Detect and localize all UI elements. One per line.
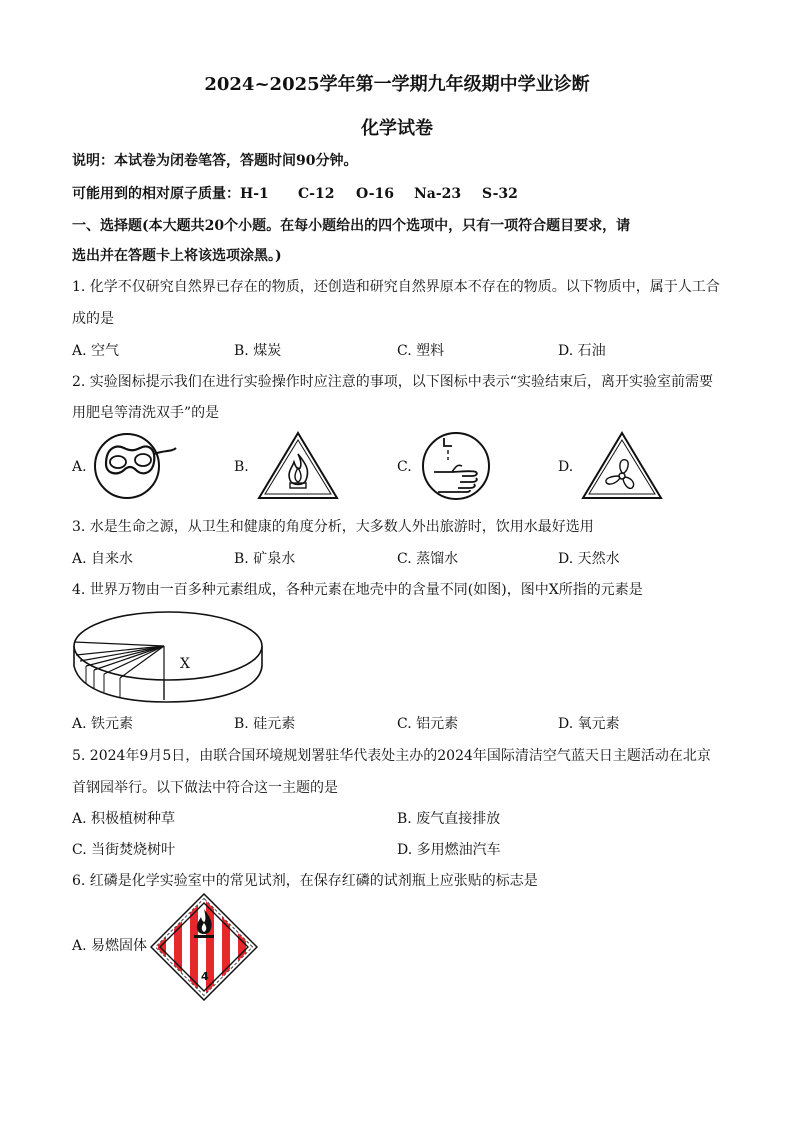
q2-option-b-letter: B. — [234, 459, 249, 475]
question-2-line1: 2. 实验图标提示我们在进行实验操作时应注意的事项，以下图标中表示“实验结束后，离开实验室前需要 — [72, 374, 713, 390]
atomic-mass-label: 可能用到的相对原子质量： — [72, 186, 240, 202]
q5-option-a: A. 积极植树种草 — [72, 811, 176, 827]
atomic-mass-line — [72, 183, 518, 203]
q5-option-d: D. 多用燃油汽车 — [397, 842, 501, 858]
question-3-line1: 3. 水是生命之源，从卫生和健康的角度分析，大多数人外出旅游时，饮用水最好选用 — [72, 519, 594, 535]
atomic-mass-s: S-32 — [482, 186, 518, 202]
exam-title: 2024~2025学年第一学期九年级期中学业诊断 — [204, 74, 590, 95]
question-1-line2: 成的是 — [72, 311, 114, 327]
question-2-line2: 用肥皂等清洗双手”的是 — [72, 405, 220, 421]
chart-x-label: X — [180, 656, 190, 672]
q3-option-a: A. 自来水 — [72, 551, 134, 567]
question-5-line2: 首钢园举行。以下做法中符合这一主题的是 — [72, 780, 338, 796]
q2-option-a-letter: A. — [72, 459, 87, 475]
question-5-line1: 5. 2024年9月5日，由联合国环境规划署驻华代表处主办的2024年国际清洁空气蓝天日主题活动在北京 — [72, 748, 711, 764]
atomic-mass-na: Na-23 — [414, 186, 462, 202]
q3-option-d: D. 天然水 — [558, 551, 620, 567]
q1-option-a: A. 空气 — [72, 343, 120, 359]
section-heading-line1: 一、选择题(本大题共20个小题。在每小题给出的四个选项中，只有一项符合题目要求，请 — [72, 218, 631, 234]
q3-option-c: C. 蒸馏水 — [397, 551, 459, 567]
question-1-line1: 1. 化学不仅研究自然界已存在的物质，还创造和研究自然界原本不存在的物质。以下物质中，属于人工合 — [72, 279, 720, 295]
question-4-line1: 4. 世界万物由一百多种元素组成，各种元素在地壳中的含量不同(如图)，图中X所指的元素是 — [72, 582, 643, 598]
atomic-mass-c: C-12 — [298, 186, 335, 202]
q4-option-a: A. 铁元素 — [72, 716, 134, 732]
q1-option-d: D. 石油 — [558, 343, 606, 359]
q1-option-c: C. 塑料 — [397, 343, 445, 359]
flame-warning-icon — [256, 430, 340, 500]
q4-option-c: C. 铝元素 — [397, 716, 459, 732]
q2-option-d-letter: D. — [558, 459, 574, 475]
q2-option-c-letter: C. — [397, 459, 412, 475]
section-heading-line2: 选出并在答题卡上将该选项涂黑。) — [72, 248, 282, 264]
goggles-icon — [94, 430, 178, 500]
fan-warning-icon — [580, 430, 664, 500]
hand-washing-icon — [418, 430, 494, 500]
exam-subtitle: 化学试卷 — [361, 118, 433, 139]
exam-note: 说明：本试卷为闭卷笔答，答题时间90分钟。 — [72, 153, 358, 169]
atomic-mass-o: O-16 — [356, 186, 395, 202]
q4-option-b: B. 硅元素 — [234, 716, 296, 732]
crust-element-pie-chart — [72, 608, 268, 704]
question-6-line1: 6. 红磷是化学实验室中的常见试剂，在保存红磷的试剂瓶上应张贴的标志是 — [72, 873, 538, 889]
flammable-solid-sign-icon — [150, 893, 258, 1001]
q4-option-d: D. 氧元素 — [558, 716, 620, 732]
q5-option-b: B. 废气直接排放 — [397, 811, 501, 827]
q5-option-c: C. 当街焚烧树叶 — [72, 842, 176, 858]
q3-option-b: B. 矿泉水 — [234, 551, 296, 567]
sign-class-number: 4 — [201, 970, 209, 983]
q1-option-b: B. 煤炭 — [234, 343, 282, 359]
q6-option-a: A. 易燃固体 — [72, 938, 148, 954]
atomic-mass-h: H-1 — [240, 186, 269, 202]
